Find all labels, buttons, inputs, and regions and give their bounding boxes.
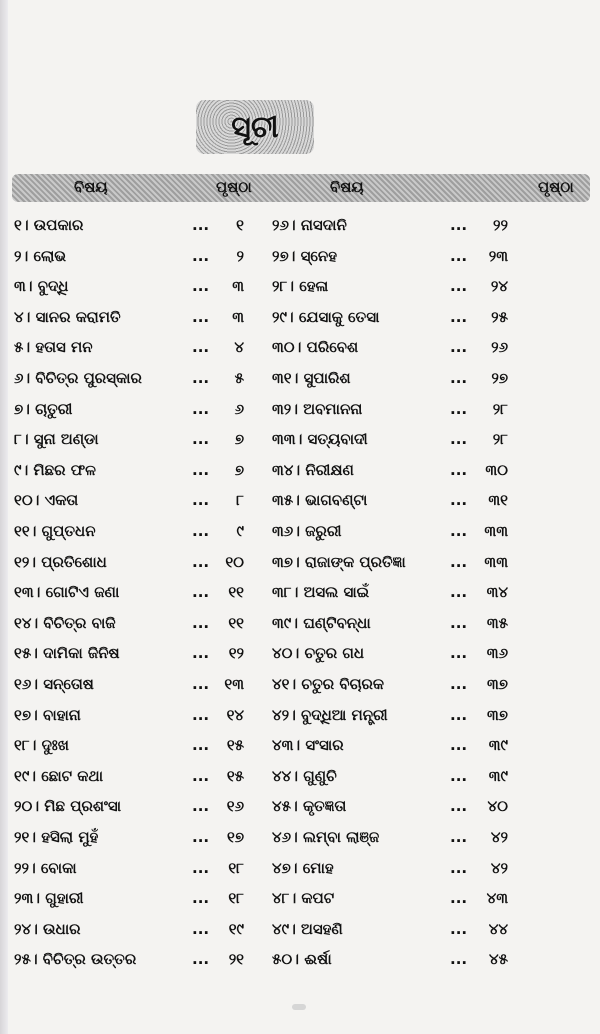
table-row [0,579,600,609]
leader-dots: ... [450,246,468,265]
table-row [0,487,600,517]
leader-dots: ... [192,430,210,449]
entry-title: ୩୪। ନିରୀକ୍ଷଣ [272,460,354,479]
page-number: ୮ [236,491,244,510]
leader-dots: ... [192,399,210,418]
header-right-page: ପୃଷ୍ଠା [538,178,574,196]
leader-dots: ... [192,766,210,785]
leader-dots: ... [192,583,210,602]
leader-dots: ... [192,522,210,540]
entry-title: ୩୩। ସତ୍ୟବାଦୀ [272,430,368,449]
leader-dots: ... [450,828,468,846]
page-number: ୧୬ [226,797,244,816]
leader-dots: ... [450,889,468,908]
entry-title: ୪୨। ବୁଦ୍ଧିଆ ମନ୍ତ୍ରୀ [272,705,388,724]
leader-dots: ... [192,675,210,693]
leader-dots: ... [192,889,210,908]
table-row [0,793,600,823]
leader-dots: ... [192,369,210,387]
leader-dots: ... [192,797,210,816]
page-number: ୧୭ [227,828,244,846]
header-right-subject: ବିଷୟ [330,178,364,196]
page-number: ୩୬ [486,644,508,663]
leader-dots: ... [192,613,210,632]
entry-title: ୪୮। କପଟ [272,889,335,908]
table-row [0,763,600,793]
page-number: ୨୭ [491,369,508,387]
leader-dots: ... [450,766,468,785]
table-row [0,732,600,762]
page-number: ୨୮ [492,430,508,449]
leader-dots: ... [450,491,468,510]
leader-dots: ... [192,491,210,510]
header-left-page: ପୃଷ୍ଠା [216,178,252,196]
leader-dots: ... [450,216,468,234]
entry-title: ୨। ଲୋଭ [14,246,67,265]
page-number: ୪ [234,338,244,357]
entry-title: ୪୦। ଚତୁର ଗଧ [272,644,365,663]
table-row [0,304,600,334]
page-number: ୩୦ [485,460,508,479]
table-row [0,426,600,456]
entry-title: ୪୭। ମୋହ [272,858,334,877]
page-mark [292,1004,306,1010]
entry-title: ୩। ବୁଦ୍ଧି [14,277,69,296]
entry-title: ୧୦। ଏକତା [14,491,79,510]
entry-title: ୪୫। କୃତଜ୍ଞତା [272,797,347,816]
entry-title: ୫୦। ଈର୍ଷା [272,950,332,969]
entry-title: ୨୬। ନାସଦାନି [272,216,347,234]
entry-title: ୪୩। ସଂସାର [272,736,344,755]
page-number: ୪୩ [486,889,508,908]
entry-title: ୭। ଚାତୁରୀ [14,399,73,418]
leader-dots: ... [450,460,468,479]
page-number: ୧୮ [228,889,244,908]
table-row [0,885,600,915]
leader-dots: ... [192,950,210,969]
table-row [0,824,600,854]
page-number: ୨୫ [491,307,508,326]
page-number: ୧୩ [224,675,244,693]
table-row [0,702,600,732]
leader-dots: ... [450,399,468,418]
entry-title: ୬। ବିଚିତ୍ର ପୁରସ୍କାର [14,369,142,387]
entry-title: ୨୯। ଯେସାକୁ ତେସା [272,307,380,326]
leader-dots: ... [450,613,468,632]
entry-title: ୧୮। ଦୁଃଖ [14,736,69,755]
entry-title: ୮। ସୁନା ଅଣ୍ଡା [14,430,99,449]
page-number: ୧ [236,216,244,234]
leader-dots: ... [192,919,210,938]
entry-title: ୩୧। ସୁପାରିଶ [272,369,351,387]
entry-title: ୧୩। ଗୋଟିଏ ଜଣା [14,583,120,602]
page-number: ୫ [234,369,244,387]
entry-title: ୧୧। ଗୁପ୍ତଧନ [14,522,96,540]
leader-dots: ... [450,919,468,938]
page-number: ୩୯ [488,766,508,785]
leader-dots: ... [192,828,210,846]
table-row [0,610,600,640]
page-number: ୧୨ [228,644,244,663]
leader-dots: ... [192,460,210,479]
leader-dots: ... [450,430,468,449]
entry-title: ୧୫। ଦାମିକା ଜିନିଷ [14,644,120,663]
page-number: ୯ [236,522,244,540]
leader-dots: ... [450,858,468,877]
entry-title: ୩୫। ଭାଗବଣ୍ଟା [272,491,368,510]
page-number: ୩୪ [486,583,508,602]
entry-title: ୪୧। ଚତୁର ବିଚାରକ [272,675,384,693]
page-number: ୪୨ [490,858,508,877]
table-row [0,916,600,946]
leader-dots: ... [450,797,468,816]
page-number: ୪୦ [487,797,508,816]
entry-title: ୨୦। ମିଛ ପ୍ରଶଂସା [14,797,122,816]
table-row [0,946,600,976]
page-number: ୧୮ [228,858,244,877]
page-number: ୩ [232,277,244,296]
leader-dots: ... [450,583,468,602]
page-number: ୩ [232,307,244,326]
page-number: ୬ [234,399,244,418]
page-number: ୩୫ [486,613,508,632]
page-number: ୪୫ [489,950,508,969]
entry-title: ୧। ଉପକାର [14,216,84,234]
header-left-subject: ବିଷୟ [74,178,108,196]
entry-title: ୩୭। ରାଜାଙ୍କ ପ୍ରତିଜ୍ଞା [272,552,406,571]
page-number: ୨୮ [492,399,508,418]
page-number: ୨୪ [490,277,508,296]
leader-dots: ... [192,705,210,724]
entry-title: ୨୪। ଉଧାର [14,919,81,938]
entry-title: ୩୬। ଜରୁରୀ [272,522,342,540]
title-banner [196,100,314,154]
leader-dots: ... [450,675,468,693]
entry-title: ୩୨। ଅବମାନନା [272,399,363,418]
page-number: ୧୫ [226,736,244,755]
page-number: ୭ [234,430,244,449]
entry-title: ୧୪। ବିଚିତ୍ର ବାଜି [14,613,116,632]
leader-dots: ... [192,307,210,326]
table-row [0,334,600,364]
entry-title: ୨୧। ହସିଲା ମୁହଁ [14,828,99,846]
page-number: ୧୫ [226,766,244,785]
table-row [0,273,600,303]
page-number: ୪୨ [490,828,508,846]
leader-dots: ... [450,950,468,969]
entry-title: ୪। ସାନର କରାମତି [14,307,121,326]
table-row [0,671,600,701]
page-number: ୩୭ [487,705,508,724]
page-number: ୧୪ [226,705,244,724]
page-number: ୩୩ [484,552,508,571]
page-number: ୩୯ [488,736,508,755]
table-row [0,640,600,670]
leader-dots: ... [450,338,468,357]
leader-dots: ... [192,338,210,357]
table-row [0,396,600,426]
page-number: ୪୪ [488,919,508,938]
page-number: ୧୧ [228,583,244,602]
table-row [0,855,600,885]
page-number: ୨୬ [491,338,508,357]
page-title: ସୂଚୀ [231,109,279,145]
entry-title: ୧୯। ଛୋଟ କଥା [14,766,104,785]
table-header [12,174,590,202]
leader-dots: ... [450,277,468,296]
entry-title: ୪୪। ଗୁଣୁଚି [272,766,337,785]
table-row [0,243,600,273]
entry-title: ୩୮। ଅସଲ ସାଇଁ [272,583,370,602]
leader-dots: ... [192,277,210,296]
leader-dots: ... [192,552,210,571]
entry-title: ୩୯। ଘଣ୍ଟିବନ୍ଧା [272,613,371,632]
page-number: ୨୧ [228,950,244,969]
entry-title: ୫। ହତାସ ମନ [14,338,93,357]
page-number: ୧୦ [225,552,244,571]
leader-dots: ... [192,736,210,755]
entry-title: ୯। ମିଛର ଫଳ [14,460,96,479]
entry-title: ୪୯। ଅସହଣି [272,919,343,938]
page-number: ୧୯ [228,919,244,938]
leader-dots: ... [450,522,468,540]
entry-title: ୧୨। ପ୍ରତିଶୋଧ [14,552,107,571]
table-row [0,457,600,487]
entry-title: ୨୫। ବିଚିତ୍ର ଉତ୍ତର [14,950,137,969]
page-number: ୨୨ [493,216,508,234]
entry-title: ୪୬। ଲମ୍ବା ଲାଞ୍ଜ [272,828,380,846]
page-number: ୧୧ [228,613,244,632]
leader-dots: ... [192,644,210,663]
entry-title: ୨୭। ସ୍ନେହ [272,246,337,265]
leader-dots: ... [450,705,468,724]
leader-dots: ... [192,858,210,877]
leader-dots: ... [450,736,468,755]
table-row [0,518,600,548]
page-number: ୩୩ [484,522,508,540]
page-number: ୩୧ [488,491,508,510]
table-row [0,549,600,579]
page-number: ୩୭ [487,675,508,693]
page-number: ୨୩ [488,246,508,265]
entry-title: ୨୨। ବୋକା [14,858,77,877]
table-row [0,212,600,242]
entry-title: ୨୮। ହେଳା [272,277,329,296]
leader-dots: ... [192,246,210,265]
entry-title: ୨୩। ଗୁହାରୀ [14,889,84,908]
table-row [0,365,600,395]
leader-dots: ... [450,644,468,663]
leader-dots: ... [450,307,468,326]
entry-title: ୧୬। ସନ୍ତୋଷ [14,675,94,693]
page-number: ୨ [236,246,244,265]
leader-dots: ... [450,552,468,571]
page-number: ୭ [234,460,244,479]
entry-title: ୧୭। ବାହାନା [14,705,81,724]
entry-title: ୩୦। ପରିବେଶ [272,338,359,357]
leader-dots: ... [192,216,210,234]
leader-dots: ... [450,369,468,387]
